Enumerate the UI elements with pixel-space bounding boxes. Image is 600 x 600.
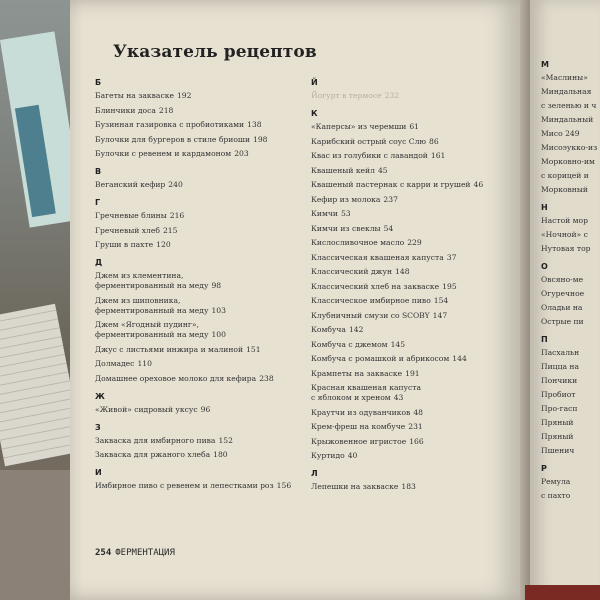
- entry-page: 232: [384, 91, 400, 100]
- entry-page: 96: [200, 404, 211, 414]
- entry-title: Кимчи: [311, 209, 338, 218]
- index-entry: Нутовая тор: [541, 244, 591, 253]
- index-entry: [311, 422, 511, 432]
- entry-title: Закваска для имбирного пива: [95, 435, 216, 445]
- entry-page: 203: [234, 149, 249, 158]
- entry-page: 238: [259, 373, 274, 383]
- entry-page: 43: [393, 393, 404, 402]
- page-number: 254: [95, 548, 112, 558]
- entry-page: 37: [446, 252, 457, 262]
- index-entry: [95, 106, 295, 116]
- index-entry: [311, 137, 511, 147]
- entry-title: Комбуча: [311, 325, 346, 334]
- entry-title: Гречневые блины: [95, 211, 167, 220]
- index-letter: Н: [541, 203, 548, 212]
- index-entry: Пасхальн: [541, 348, 580, 357]
- entry-title: Груши в пахте: [95, 240, 154, 249]
- entry-page: 110: [137, 359, 152, 368]
- index-entry: [95, 149, 295, 159]
- entry-page: 195: [442, 281, 457, 291]
- index-entry: [311, 267, 511, 277]
- index-entry: Овсяно-ме: [541, 275, 584, 284]
- entry-page: 98: [211, 281, 222, 290]
- entry-page: 161: [430, 151, 446, 160]
- index-entry: Пряный: [541, 418, 574, 427]
- entry-title: Крем-фреш на комбуче: [311, 422, 406, 431]
- entry-page: 147: [432, 310, 448, 320]
- book-cover-edge: [525, 585, 600, 600]
- index-entry: с корицей и: [541, 171, 589, 180]
- index-entry: Оладьи на: [541, 303, 583, 312]
- index-letter: Ж: [95, 391, 105, 401]
- entry-title: Кислосливочное масло: [311, 238, 405, 247]
- entry-title: Классическое имбирное пиво: [311, 296, 431, 305]
- entry-title: Веганский кефир: [95, 180, 166, 189]
- entry-page: 229: [407, 238, 422, 247]
- index-section: [541, 262, 600, 327]
- index-letter: Й: [311, 78, 318, 87]
- entry-title: Красная квашеная капуста с яблоком и хреном: [311, 383, 421, 402]
- index-section: [541, 464, 600, 501]
- entry-page: 166: [409, 436, 424, 446]
- entry-page: 180: [213, 450, 228, 459]
- entry-title: Имбирное пиво с ревенем и лепестками роз: [95, 481, 274, 490]
- index-entry: [311, 340, 511, 350]
- entry-title: Квашеный кейл: [311, 165, 375, 175]
- index-entry: [311, 408, 511, 418]
- entry-page: 218: [158, 105, 174, 115]
- index-letter: М: [541, 60, 549, 69]
- index-section: [311, 78, 511, 101]
- entry-page: 148: [395, 267, 410, 276]
- entry-title: Карибский острый соус Слю: [311, 136, 427, 146]
- index-entry: [311, 122, 511, 132]
- index-entry: [311, 282, 511, 292]
- index-entry: [95, 271, 295, 291]
- entry-title: Куртидо: [311, 451, 345, 460]
- entry-title: Комбуча с джемом: [311, 339, 388, 349]
- entry-page: 103: [211, 305, 226, 315]
- index-entry: [311, 209, 511, 219]
- index-section: [95, 423, 295, 461]
- entry-title: Булочки с ревенем и кардамоном: [95, 149, 232, 158]
- entry-page: 237: [383, 194, 398, 204]
- index-entry: [95, 345, 295, 355]
- entry-page: 142: [348, 325, 364, 334]
- entry-title: Краутчи из одуванчиков: [311, 407, 411, 417]
- index-section: [311, 109, 511, 461]
- entry-title: Крыжовенное игристое: [311, 436, 407, 446]
- page-footer: [95, 548, 175, 558]
- entry-title: «Каперсы» из черемши: [311, 122, 407, 131]
- index-section: [311, 469, 511, 492]
- index-entry: Миндальный: [541, 115, 594, 124]
- entry-title: Джем из клементина, ферментированный на меду: [95, 271, 209, 290]
- entry-page: 191: [405, 368, 420, 378]
- index-section: [541, 60, 600, 195]
- index-letter: К: [311, 109, 318, 118]
- index-entry: Пончики: [541, 376, 578, 385]
- index-entry: Огуречное: [541, 289, 585, 298]
- index-entry: [311, 383, 511, 403]
- index-entry: [95, 450, 295, 460]
- index-entry: Пряный: [541, 432, 574, 441]
- entry-page: 48: [413, 407, 423, 417]
- index-entry: [311, 437, 511, 447]
- index-entry: Морковно-им: [541, 157, 595, 166]
- index-entry: [311, 369, 511, 379]
- entry-title: Йогурт в термосе: [311, 91, 382, 100]
- entry-title: Закваска для ржаного хлеба: [95, 450, 211, 459]
- entry-page: 61: [409, 122, 420, 131]
- index-section: [95, 167, 295, 190]
- entry-page: 145: [390, 339, 406, 349]
- index-entry: [95, 226, 295, 236]
- entry-title: Кимчи из свеклы: [311, 223, 381, 233]
- entry-title: Блинчики доса: [95, 105, 156, 115]
- index-section: [95, 392, 295, 415]
- index-entry: [95, 240, 295, 250]
- index-entry: Морковный: [541, 185, 588, 194]
- entry-title: «Живой» сидровый уксус: [95, 404, 198, 414]
- index-entry: Острые пи: [541, 317, 584, 326]
- index-section: [541, 335, 600, 456]
- index-entry: «Ночной» с: [541, 230, 588, 239]
- index-entry: [95, 296, 295, 316]
- index-entry: [311, 151, 511, 161]
- right-page-column: [541, 60, 600, 509]
- entry-title: Комбуча с ромашкой и абрикосом: [311, 354, 450, 363]
- entry-title: Клубничный смузи со SCOBY: [311, 310, 430, 320]
- index-letter: О: [541, 262, 548, 271]
- entry-title: Долмадес: [95, 359, 135, 368]
- entry-title: Джус с листьями инжира и малиной: [95, 344, 244, 354]
- entry-page: 156: [276, 481, 292, 490]
- entry-page: 151: [246, 344, 261, 354]
- index-entry: [311, 195, 511, 205]
- entry-title: Крампеты на закваске: [311, 368, 403, 378]
- entry-title: Багеты на закваске: [95, 91, 174, 100]
- index-letter: Д: [95, 258, 103, 267]
- index-entry: [311, 253, 511, 263]
- entry-page: 216: [169, 211, 185, 220]
- entry-title: Кефир из молока: [311, 194, 381, 204]
- index-entry: Пробиот: [541, 390, 576, 399]
- index-entry: [95, 180, 295, 190]
- entry-page: 100: [211, 330, 226, 339]
- entry-title: Джем из шиповника, ферментированный на меду: [95, 295, 209, 315]
- index-entry: [95, 374, 295, 384]
- index-section: [541, 203, 600, 254]
- entry-page: 152: [218, 435, 233, 445]
- index-letter: Л: [311, 469, 318, 478]
- entry-title: Домашнее ореховое молоко для кефира: [95, 373, 257, 383]
- index-letter: П: [541, 335, 548, 344]
- index-entry: [95, 320, 295, 340]
- entry-title: Классический хлеб на закваске: [311, 281, 440, 291]
- entry-title: Лепешки на закваске: [311, 482, 399, 491]
- entry-page: 154: [433, 296, 449, 305]
- index-entry: [95, 135, 295, 145]
- index-letter: Р: [541, 464, 547, 473]
- index-letter: З: [95, 422, 101, 432]
- index-entry: [311, 238, 511, 248]
- entry-page: 46: [473, 180, 484, 189]
- index-letter: Б: [95, 78, 102, 87]
- index-entry: [311, 482, 511, 492]
- index-entry: [95, 359, 295, 369]
- index-entry: [95, 91, 295, 101]
- entry-title: Квашеный пастернак с карри и грушей: [311, 180, 471, 189]
- index-entry: [311, 354, 511, 364]
- index-entry: «Маслины»: [541, 73, 588, 82]
- index-entry: [95, 436, 295, 446]
- index-entry: Мисоэукко-из: [541, 143, 598, 152]
- entry-title: Булочки для бургеров в стиле бриоши: [95, 134, 251, 144]
- entry-page: 40: [347, 451, 358, 460]
- entry-page: 86: [429, 136, 439, 146]
- index-entry: [95, 120, 295, 130]
- index-entry: Ремула: [541, 477, 571, 486]
- index-entry: [311, 311, 511, 321]
- index-entry: [311, 451, 511, 461]
- entry-page: 138: [247, 120, 262, 129]
- index-entry: Пшенич: [541, 446, 575, 455]
- index-section: [95, 258, 295, 384]
- index-entry: [311, 166, 511, 176]
- index-entry: [95, 405, 295, 415]
- entry-page: 45: [377, 165, 388, 175]
- entry-title: Классическая квашеная капуста: [311, 252, 444, 262]
- index-column-right: [311, 78, 511, 500]
- entry-page: 144: [452, 354, 467, 363]
- entry-page: 231: [408, 422, 423, 431]
- index-entry: [311, 296, 511, 306]
- entry-page: 198: [253, 134, 268, 144]
- index-entry: [95, 211, 295, 221]
- section-name: ФЕРМЕНТАЦИЯ: [115, 548, 175, 558]
- index-section: [95, 198, 295, 250]
- entry-page: 54: [383, 223, 394, 233]
- entry-page: 120: [156, 240, 171, 249]
- index-section: [95, 78, 295, 159]
- index-letter: Г: [95, 198, 101, 207]
- index-entry: Миндальная: [541, 87, 592, 96]
- index-entry: Про-гасп: [541, 404, 578, 413]
- index-section: [95, 468, 295, 491]
- index-entry: с зеленью и ч: [541, 101, 597, 110]
- index-entry: [311, 224, 511, 234]
- index-letter: В: [95, 167, 102, 176]
- entry-title: Гречневый хлеб: [95, 225, 160, 235]
- entry-title: Квас из голубики с лавандой: [311, 151, 428, 160]
- page-title: Указатель рецептов: [113, 42, 317, 62]
- index-letter: И: [95, 468, 102, 477]
- index-entry: [311, 325, 511, 335]
- entry-title: Бузинная газировка с пробиотиками: [95, 120, 245, 129]
- entry-page: 183: [401, 482, 416, 491]
- entry-page: 215: [162, 225, 178, 235]
- entry-page: 53: [340, 209, 351, 218]
- index-entry: Пицца на: [541, 362, 579, 371]
- entry-title: Классический джун: [311, 267, 393, 276]
- index-column-left: [95, 78, 295, 499]
- index-entry: [311, 180, 511, 190]
- index-entry: [95, 481, 295, 491]
- index-entry: Настой мор: [541, 216, 588, 225]
- entry-page: 240: [168, 180, 183, 189]
- index-entry: [311, 91, 511, 101]
- index-entry: с пахто: [541, 491, 571, 500]
- entry-title: Джем «Ягодный пудинг», ферментированный на меду: [95, 320, 209, 339]
- index-entry: Мисо 249: [541, 129, 580, 138]
- entry-page: 192: [176, 91, 192, 100]
